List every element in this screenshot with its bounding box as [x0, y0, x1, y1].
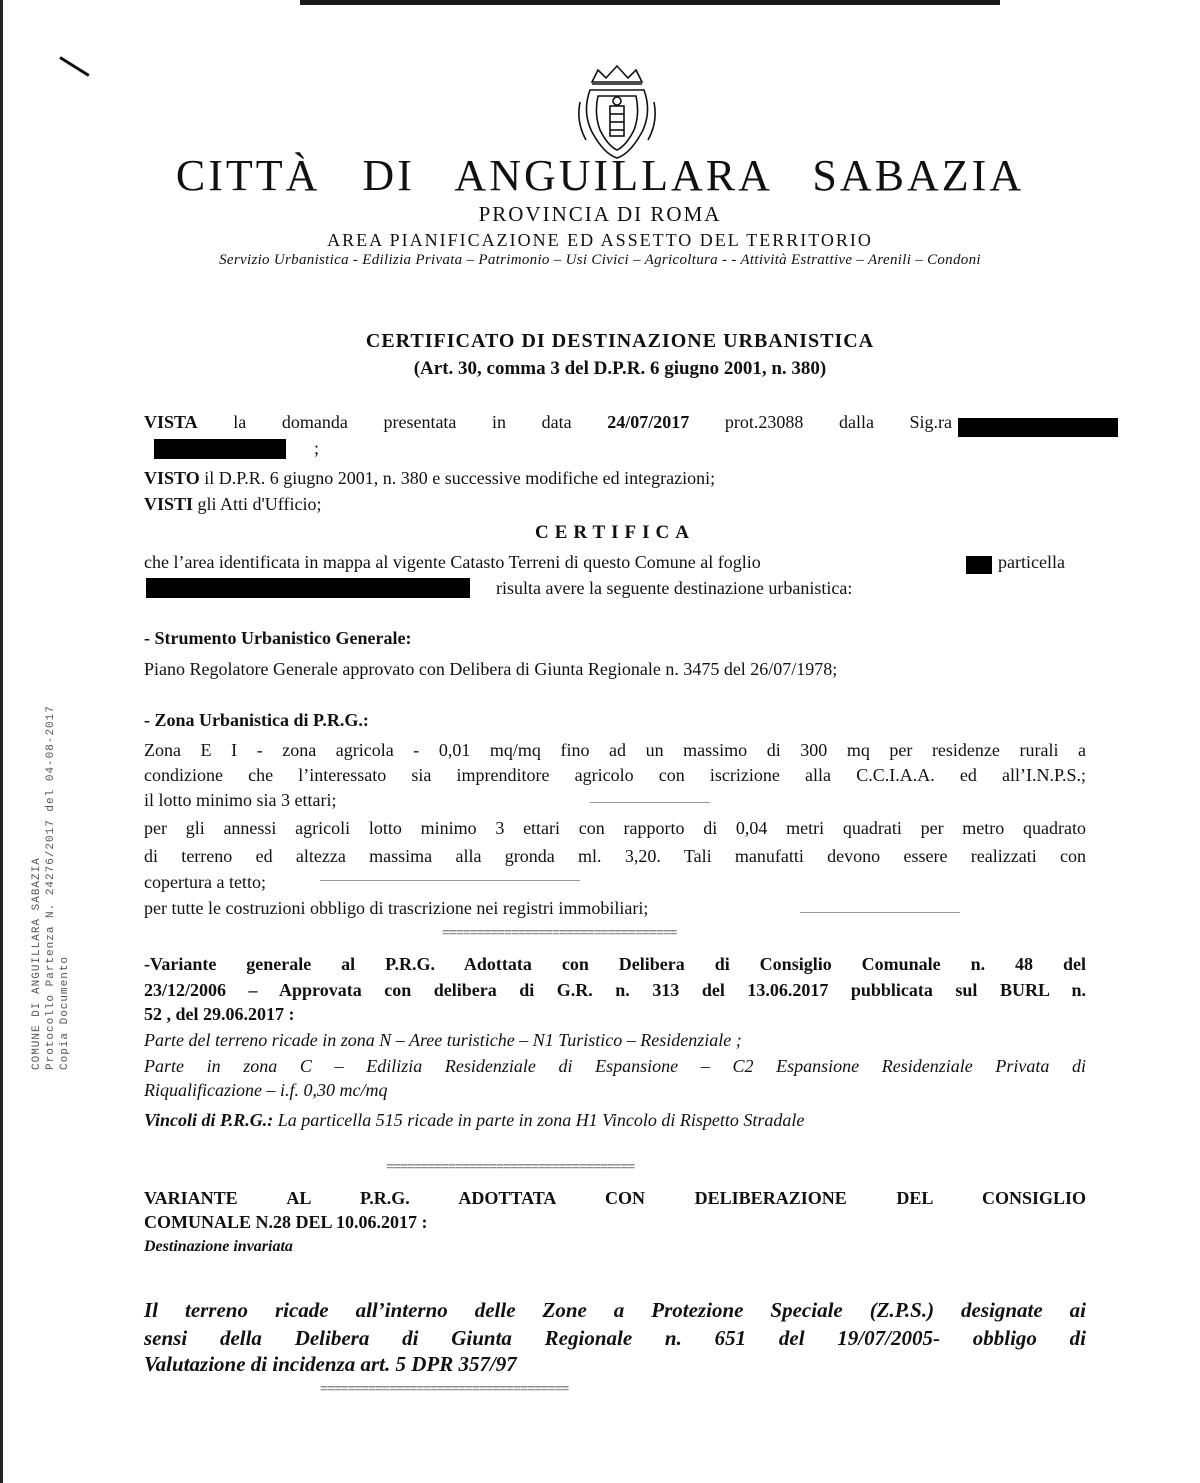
zona-line-6: copertura a tetto; [144, 872, 266, 892]
zona-line-1: Zona E I - zona agricola - 0,01 mq/mq fino ad un massimo di 300 mq per residenze rurali a [144, 740, 1086, 760]
redacted-name [958, 418, 1118, 437]
vista-line: VISTA la domanda presentata in data 24/07/2017 prot.23088 dalla Sig.ra [144, 412, 953, 432]
city-title: CITTÀ DI ANGUILLARA SABAZIA [175, 151, 1025, 200]
zps-line-2: sensi della Delibera di Giunta Regionale n. 651 del 19/07/2005- obbligo di [144, 1326, 1086, 1350]
redacted-particella [146, 578, 470, 598]
visti-line: VISTI gli Atti d'Ufficio; [144, 494, 322, 514]
zona-line-7: per tutte le costruzioni obbligo di trascrizione nei registri immobiliari; [144, 898, 649, 918]
pen-mark [59, 56, 89, 77]
particella-label: particella [998, 552, 1065, 572]
variante2-line-3: Destinazione invariata [144, 1238, 293, 1255]
scan-top-edge [300, 0, 1000, 5]
certificate-subtitle: (Art. 30, comma 3 del D.P.R. 6 giugno 2001, n. 380) [413, 358, 827, 379]
certifica-line-2: risulta avere la seguente destinazione urbanistica: [496, 578, 853, 598]
variante2-line-2: COMUNALE N.28 DEL 10.06.2017 : [144, 1212, 428, 1232]
zona-line-4: per gli annessi agricoli lotto minimo 3 ettari con rapporto di 0,04 metri quadrati per metro quadrato [144, 818, 1086, 838]
province-line: PROVINCIA DI ROMA [478, 202, 722, 226]
variante2-line-1: VARIANTE AL P.R.G. ADOTTATA CON DELIBERAZIONE DEL CONSIGLIO [144, 1188, 1086, 1208]
zona-line-2: condizione che l’interessato sia imprenditore agricolo con iscrizione alla C.C.I.A.A. ed all’I.N.P.S.; [144, 765, 1086, 785]
zona-line-5: di terreno ed altezza massima alla gronda ml. 3,20. Tali manufatti devono essere realizzati con [144, 846, 1086, 866]
visto-line: VISTO il D.P.R. 6 giugno 2001, n. 380 e successive modifiche ed integrazioni; [144, 468, 716, 488]
redacted-foglio [966, 556, 992, 574]
scan-left-edge [0, 0, 3, 1483]
protocol-stamp: COMUNE DI ANGUILLARA SABAZIA Protocollo Partenza N. 24276/2017 del 04-08-2017 Copia Documento [31, 705, 71, 1070]
certifica-heading: CERTIFICA [535, 522, 695, 543]
vincoli-line: Vincoli di P.R.G.: La particella 515 ricade in parte in zona H1 Vincolo di Rispetto Stradale [144, 1110, 805, 1130]
strumento-text: Piano Regolatore Generale approvato con Delibera di Giunta Regionale n. 3475 del 26/07/1978; [144, 659, 838, 679]
separator-1: ================================== [442, 926, 677, 941]
zps-line-1: Il terreno ricade all’interno delle Zone a Protezione Speciale (Z.P.S.) designate ai [144, 1298, 1086, 1322]
zona-line-3: il lotto minimo sia 3 ettari; [144, 790, 337, 810]
vista-label: VISTA [144, 412, 198, 432]
certificate-page: CITTÀ DI ANGUILLARA SABAZIA PROVINCIA DI ROMA AREA PIANIFICAZIONE ED ASSETTO DEL TERRITORIO Servizio Urbanistica - Edilizia Privata – Patrimonio – Usi Civici – Agricoltura - - Attività Estrattive – Arenili – Condoni CERTIFICATO DI DESTINAZIONE URBANISTICA (Art. 30, comma 3 del D.P.R. 6 giugno 2001, n. 380) VISTA la domanda presentata in data 24/07/2017 prot.23088 dalla Sig.ra ; VISTO il D.P.R. 6 giugno 2001, n. 380 e successive modifiche ed integrazioni; VISTI gli Atti d'Ufficio; CERTIFICA che l’area identificata in mappa al vigente Catasto Terreni di questo Comune al foglio particella risulta avere la seguente destinazione urbanistica: - Strumento Urbanistico Generale: Piano Regolatore Generale approvato con Delibera di Giunta Regionale n. 3475 del 26/07/1978; - Zona Urbanistica di P.R.G.: Zona E I - zona agricola - 0,01 mq/mq fino ad un massimo di 300 mq per residenze rurali a condizione che l’interessato sia imprenditore agricolo con iscrizione alla C.C.I.A.A. ed all’I.N.P.S.; il lotto minimo sia 3 ettari; per gli annessi agricoli lotto minimo 3 ettari con rapporto di 0,04 metri quadrati per metro quadrato di terreno ed altezza massima alla gronda ml. 3,20. Tali manufatti devono essere realizzati con copertura a tetto; per tutte le costruzioni obbligo di trascrizione nei registri immobiliari; ================================== -Variante generale al P.R.G. Adottata con Delibera di Consiglio Comunale n. 48 del 23/12/2006 – Approvata con delibera di G.R. n. 313 del 13.06.2017 pubblicata sul BURL n. 52 , del 29.06.2017 : Parte del terreno ricade in zona N – Aree turistiche – N1 Turistico – Residenziale ; Parte in zona C – Edilizia Residenziale di Espansione – C2 Espansione Residenziale Privata di Riqualificazione – i.f. 0,30 mc/mq Vincoli di P.R.G.: La particella 515 ricade in parte in zona H1 Vincolo di Rispetto Stradale ==================================== VARIANTE AL P.R.G. ADOTTATA CON DELIBERAZIONE DEL CONSIGLIO COMUNALE N.28 DEL 10.06.2017 : Destinazione invariata Il terreno ricade all’interno delle Zone a Protezione Speciale (Z.P.S.) designate ai sensi della Delibera di Giunta Regionale n. 651 del 19/07/2005- obbligo di Valutazione di incidenza art. 5 DPR 357/97 ==================================== COMUNE DI ANGUILLARA SABAZIA Protocollo Partenza N. 24276/2017 del 04-08-2017 Copia Documento [0, 0, 1200, 1483]
certifica-line-1: che l’area identificata in mappa al vigente Catasto Terreni di questo Comune al foglio [144, 552, 761, 572]
department-line: AREA PIANIFICAZIONE ED ASSETTO DEL TERRITORIO [327, 230, 873, 250]
variante1-line-1: -Variante generale al P.R.G. Adottata con Delibera di Consiglio Comunale n. 48 del [144, 954, 1086, 974]
zps-line-3: Valutazione di incidenza art. 5 DPR 357/97 [144, 1352, 517, 1376]
certificate-title: CERTIFICATO DI DESTINAZIONE URBANISTICA [365, 330, 875, 352]
redacted-surname [154, 439, 286, 459]
separator-3: ==================================== [320, 1382, 569, 1397]
variante1-line-2: 23/12/2006 – Approvata con delibera di G.R. n. 313 del 13.06.2017 pubblicata sul BURL n. [144, 980, 1086, 1000]
variante1-line-3: 52 , del 29.06.2017 : [144, 1004, 295, 1024]
separator-2: ==================================== [386, 1160, 635, 1175]
strumento-heading: - Strumento Urbanistico Generale: [144, 628, 412, 648]
zona-heading: - Zona Urbanistica di P.R.G.: [144, 710, 369, 730]
variante1-italic-2: Parte in zona C – Edilizia Residenziale di Espansione – C2 Espansione Residenziale Privata di [144, 1056, 1086, 1076]
variante1-italic-3: Riqualificazione – i.f. 0,30 mc/mq [144, 1080, 388, 1100]
coat-of-arms-icon [572, 62, 662, 162]
services-line: Servizio Urbanistica - Edilizia Privata – Patrimonio – Usi Civici – Agricoltura - - Attività Estrattive – Arenili – Condoni [219, 252, 981, 268]
variante1-italic-1: Parte del terreno ricade in zona N – Aree turistiche – N1 Turistico – Residenziale ; [144, 1030, 742, 1050]
